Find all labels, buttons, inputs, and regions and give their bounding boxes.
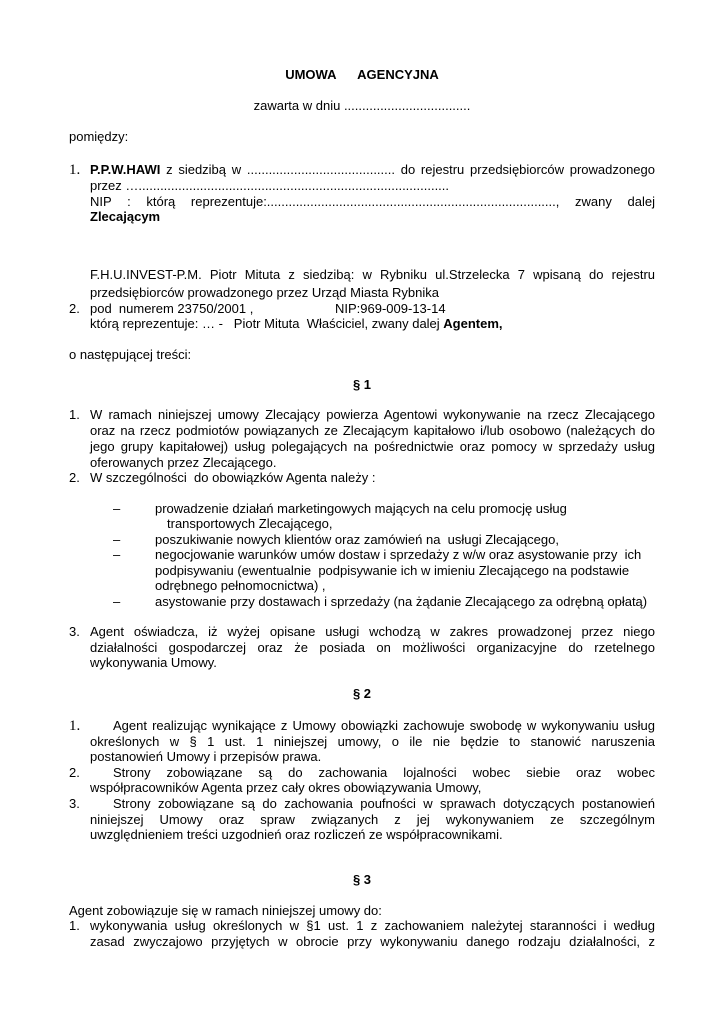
party-2-line-2: przedsiębiorców prowadzonego przez Urząd Miasta Rybnika: [90, 285, 440, 300]
s2-clause-1-line-3: postanowień Umowy i przepisów prawa.: [90, 749, 322, 764]
intro-text: o następującej treści:: [69, 347, 192, 362]
s3-clause-1-line-2: zasad zwyczajowo przyjętych w obrocie przy wykonywaniu danego rodzaju działalności, z: [90, 934, 655, 949]
s2-clause-3-line-1: Strony zobowiązane są do zachowania poufności w sprawach dotyczących postanowień: [113, 796, 655, 811]
s2-clause-2-line-1: Strony zobowiązane są do zachowania lojalności wobec siebie oraz wobec: [113, 765, 655, 780]
party-1-number: 1.: [69, 162, 81, 178]
s2-clause-2-number: 2.: [69, 765, 80, 780]
s2-clause-3-number: 3.: [69, 796, 80, 811]
s3-clause-1-number: 1.: [69, 918, 80, 933]
date-line: zawarta w dniu ...................................: [253, 98, 471, 113]
s2-clause-1-line-2: określonych w § 1 ust. 1 niniejszej umowy, o ile nie będzie to stanowić naruszenia: [90, 734, 655, 749]
party-1-line-1: [90, 162, 655, 178]
party-2-role: Agentem,: [443, 316, 503, 331]
duty-4-marker: –: [113, 594, 121, 609]
s1-clause-1-line-2: oraz na rzecz podmiotów powiązanych ze Zlecającym kapitałowo i/lub osobowo (należących do: [90, 423, 655, 438]
s3-intro: Agent zobowiązuje się w ramach niniejszej umowy do:: [69, 903, 382, 918]
s1-clause-1-line-3: jego grupy kapitałowej) usług polegających na pośrednictwie oraz pomocy w sprzedaży usług: [90, 439, 655, 454]
party-2-nip: NIP:969-009-13-14: [335, 301, 446, 316]
s1-clause-1-line-4: oferowanych przez Zlecającego.: [90, 455, 277, 470]
duty-1-marker: –: [113, 501, 121, 516]
s1-clause-3-line-1: Agent oświadcza, iż wyżej opisane usługi wchodzą w zakres prowadzonej przez niego: [90, 624, 655, 639]
duty-2-marker: –: [113, 532, 121, 547]
party-2-line-4: [90, 316, 503, 332]
party-1-role: Zlecającym: [90, 209, 161, 224]
duty-3-line-3: odrębnego pełnomocnictwa) ,: [155, 578, 326, 593]
party-2-line-1: F.H.U.INVEST-P.M. Piotr Mituta z siedzibą: w Rybniku ul.Strzelecka 7 wpisaną do rejestru: [90, 267, 655, 282]
duty-1-line-2: transportowych Zlecającego,: [167, 516, 333, 531]
s2-clause-1-line-1: Agent realizując wynikające z Umowy obowiązki zachowuje swobodę w wykonywaniu usług: [113, 718, 655, 733]
party-1-line-3: NIP : którą reprezentuje:................................................................................, zwany dalej: [90, 194, 655, 209]
s3-clause-1-line-1: wykonywania usług określonych w §1 ust. 1 z zachowaniem należytej staranności i według: [90, 918, 655, 933]
party-1-name: P.P.W.HAWI: [90, 162, 161, 177]
document-title: UMOWA AGENCYJNA: [285, 67, 439, 82]
duty-3-line-1: negocjowanie warunków umów dostaw i sprzedaży z w/w oraz asystowanie przy ich: [155, 547, 642, 562]
s2-clause-3-line-2: niniejszej Umowy oraz spraw związanych z jej wykonywaniem ze szczególnym: [90, 812, 655, 827]
party-2-registry: pod numerem 23750/2001 ,: [90, 301, 254, 316]
s1-clause-3-line-3: wykonywania Umowy.: [90, 655, 217, 670]
s2-clause-3-line-3: uwzględnieniem treści uzgodnień oraz rozliczeń ze współpracownikami.: [90, 827, 503, 842]
s1-clause-2-text: W szczególności do obowiązków Agenta należy :: [90, 470, 376, 485]
s2-clause-2-line-2: współpracowników Agenta przez cały okres obowiązywania Umowy,: [90, 780, 482, 795]
party-1-line-2: przez …......................................................................................: [90, 178, 450, 193]
between-label: pomiędzy:: [69, 129, 129, 144]
party-1-line-1-text: z siedzibą w ......................................... do rejestru przedsiębiorców prowadzonego: [160, 162, 655, 177]
s1-clause-3-line-2: działalności gospodarczej oraz że posiada on możliwości organizacyjne do rzetelnego: [90, 640, 655, 655]
party-2-line-4-text: którą reprezentuje: … - Piotr Mituta Właściciel, zwany dalej: [90, 316, 444, 331]
section-2-heading: § 2: [352, 686, 372, 701]
duty-1-line-1: prowadzenie działań marketingowych mających na celu promocję usług: [155, 501, 567, 516]
s1-clause-2-number: 2.: [69, 470, 80, 485]
duty-3-marker: –: [113, 547, 121, 562]
section-3-heading: § 3: [352, 872, 372, 887]
section-1-heading: § 1: [352, 377, 372, 392]
s1-clause-1-number: 1.: [69, 407, 80, 422]
s1-clause-1-line-1: W ramach niniejszej umowy Zlecający powierza Agentowi wykonywanie na rzecz Zlecającego: [90, 407, 655, 422]
duty-3-line-2: podpisywaniu (ewentualnie podpisywanie ich w imieniu Zlecającego na podstawie: [155, 563, 630, 578]
s2-clause-1-number: 1.: [69, 718, 81, 734]
party-2-number: 2.: [69, 301, 80, 316]
duty-4-line-1: asystowanie przy dostawach i sprzedaży (na żądanie Zlecającego za odrębną opłatą): [155, 594, 648, 609]
s1-clause-3-number: 3.: [69, 624, 80, 639]
duty-2-line-1: poszukiwanie nowych klientów oraz zamówień na usługi Zlecającego,: [155, 532, 559, 547]
